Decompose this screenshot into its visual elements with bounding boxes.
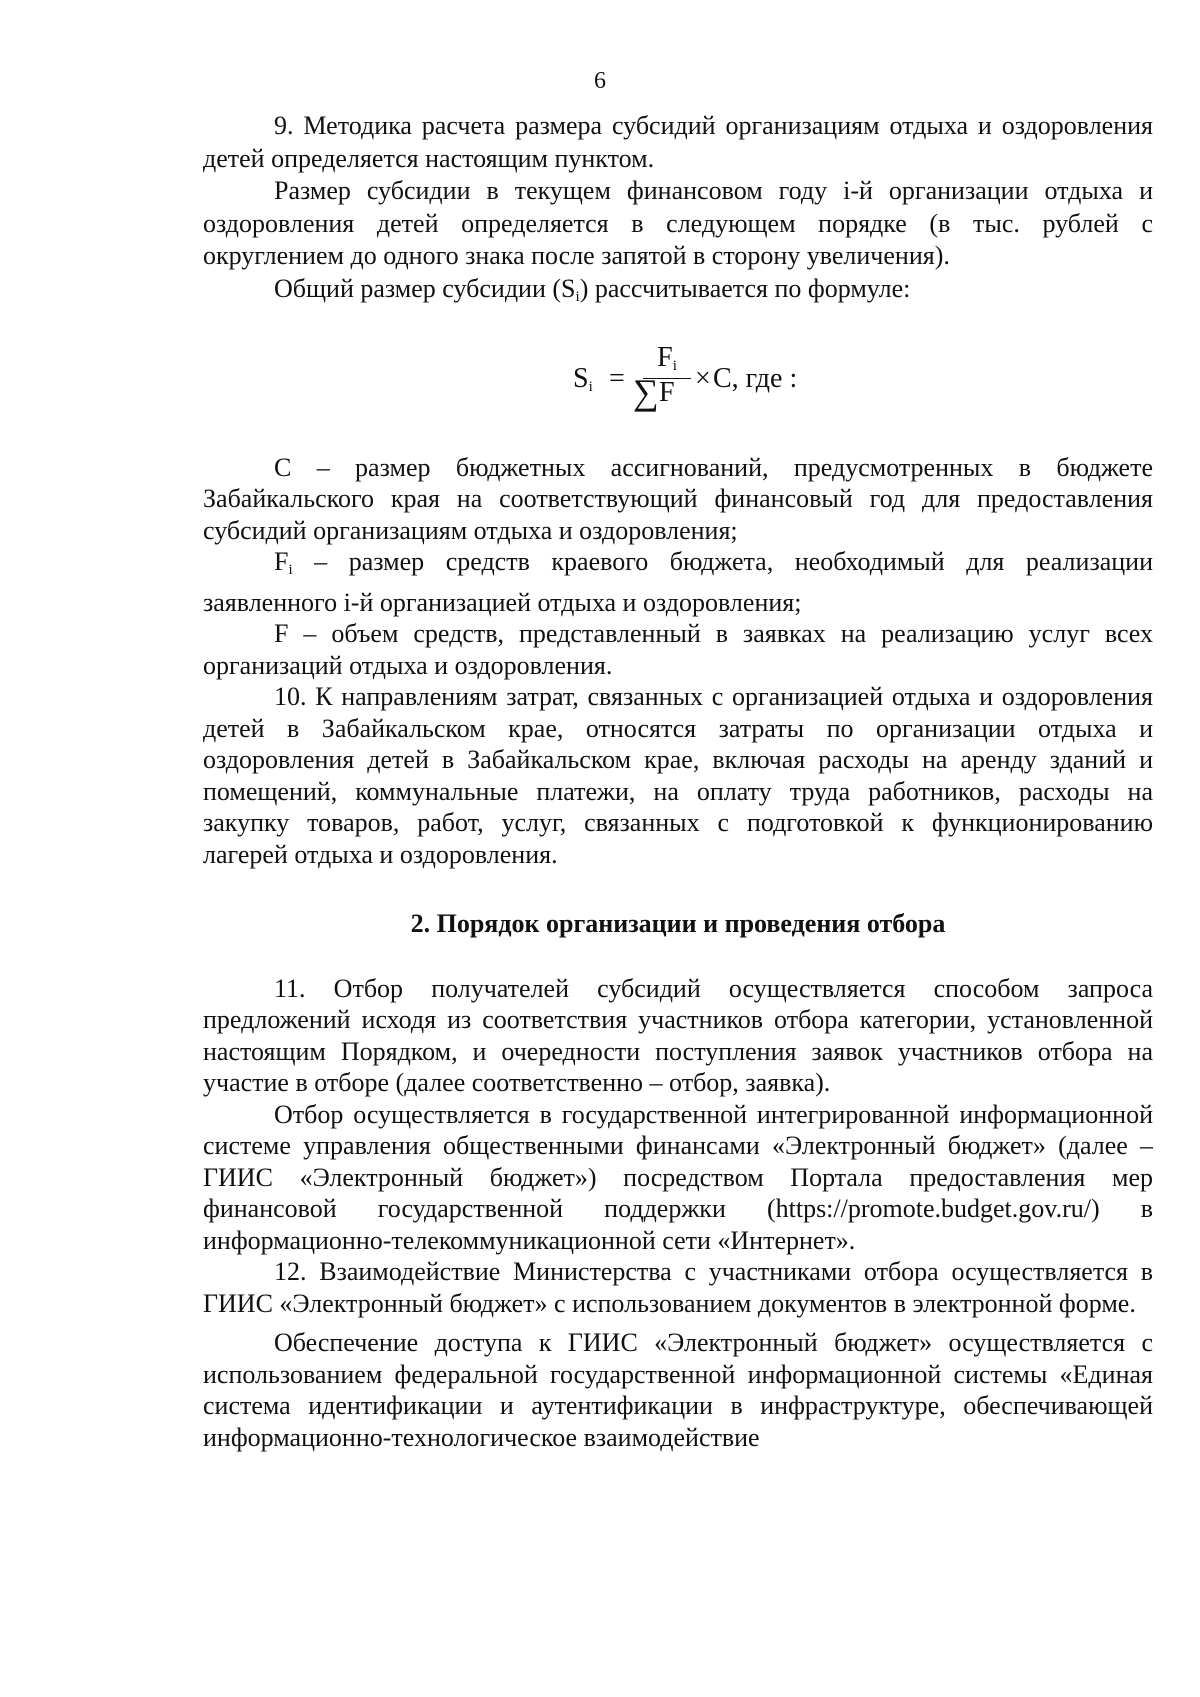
paragraph-10: 10. К направлениям затрат, связанных с организацией отдыха и оздоровления детей в Забайкальском крае, относятся затраты по организации отдыха и оздоровления детей в Забайкальском крае, включая расходы на аренду зданий и помещений, коммунальные платежи, на оплату труда работников, расходы на закупку товаров, работ, услуг, связанных с подготовкой к функционированию лагерей отдыха и оздоровления. xyxy=(203,682,1153,869)
formula-times: × xyxy=(695,362,711,394)
paragraph-11: 11. Отбор получателей субсидий осуществляется способом запроса предложений исходя из соответствия участников отбора категории, установленной настоящим Порядком, и очередности поступления заявок участников отбора на участие в отборе (далее соответственно – отбор, заявка). xyxy=(203,973,1153,1098)
section-heading-2: 2. Порядок организации и проведения отбора xyxy=(410,909,946,939)
paragraph-11-system: Отбор осуществляется в государственной интегрированной информационной системе управления общественными финансами «Электронный бюджет» (далее – ГИИС «Электронный бюджет») посредством Портала предоставления мер финансовой государственной поддержки (https://promote.budget.gov.ru/) в информационно-телекоммуникационной сети «Интернет». xyxy=(203,1099,1153,1255)
paragraph-9-subsidy-size: Размер субсидии в текущем финансовом году i-й организации отдыха и оздоровления детей определяется в следующем порядке (в тыс. рублей с округлением до одного знака после запятой в сторону увеличения). xyxy=(203,176,1153,271)
definition-fi-sub: i xyxy=(288,562,293,579)
paragraph-9-formula-intro xyxy=(203,273,1153,314)
definition-fi xyxy=(203,546,1153,618)
formula-intro-sub: i xyxy=(575,288,580,305)
definition-fi-tail: – размер средств краевого бюджета, необходимый для реализации заявленного i-й организацией отдыха и оздоровления; xyxy=(203,547,1153,617)
paragraph-12-access: Обеспечение доступа к ГИИС «Электронный бюджет» осуществляется с использованием федеральной государственной информационной системы «Единая система идентификации и аутентификации в инфраструктуре, обеспечивающей информационно-технологическое взаимодействие xyxy=(203,1328,1153,1452)
document-body xyxy=(203,110,1153,1453)
formula-numerator: $F_i$ xyxy=(657,341,677,374)
formula-intro-before: Общий размер субсидии (S xyxy=(274,273,576,303)
paragraph-9: 9. Методика расчета размера субсидий организациям отдыха и оздоровления детей определяется настоящим пунктом. xyxy=(203,111,1153,173)
paragraph-12: 12. Взаимодействие Министерства с участниками отбора осуществляется в ГИИС «Электронный бюджет» с использованием документов в электронной форме. xyxy=(203,1257,1153,1318)
formula-intro-after: ) рассчитывается по формуле: xyxy=(579,273,911,303)
page-number: 6 xyxy=(594,68,606,94)
formula-sum-symbol: ∑ xyxy=(633,371,659,412)
definition-f: F – объем средств, представленный в заявках на реализацию услуг всех организаций отдыха и оздоровления. xyxy=(203,619,1153,680)
definition-fi-head: F xyxy=(274,547,289,577)
formula-lhs: $S_i$ xyxy=(573,362,593,395)
formula-denominator: F xyxy=(659,376,675,408)
definition-c: С – размер бюджетных ассигнований, предусмотренных в бюджете Забайкальского края на соответствующий финансовый год для предоставления субсидий организациям отдыха и оздоровления; xyxy=(203,452,1153,545)
subsidy-formula xyxy=(203,341,1153,412)
formula-equals: = xyxy=(609,362,625,394)
formula-tail: C, где : xyxy=(713,362,798,394)
